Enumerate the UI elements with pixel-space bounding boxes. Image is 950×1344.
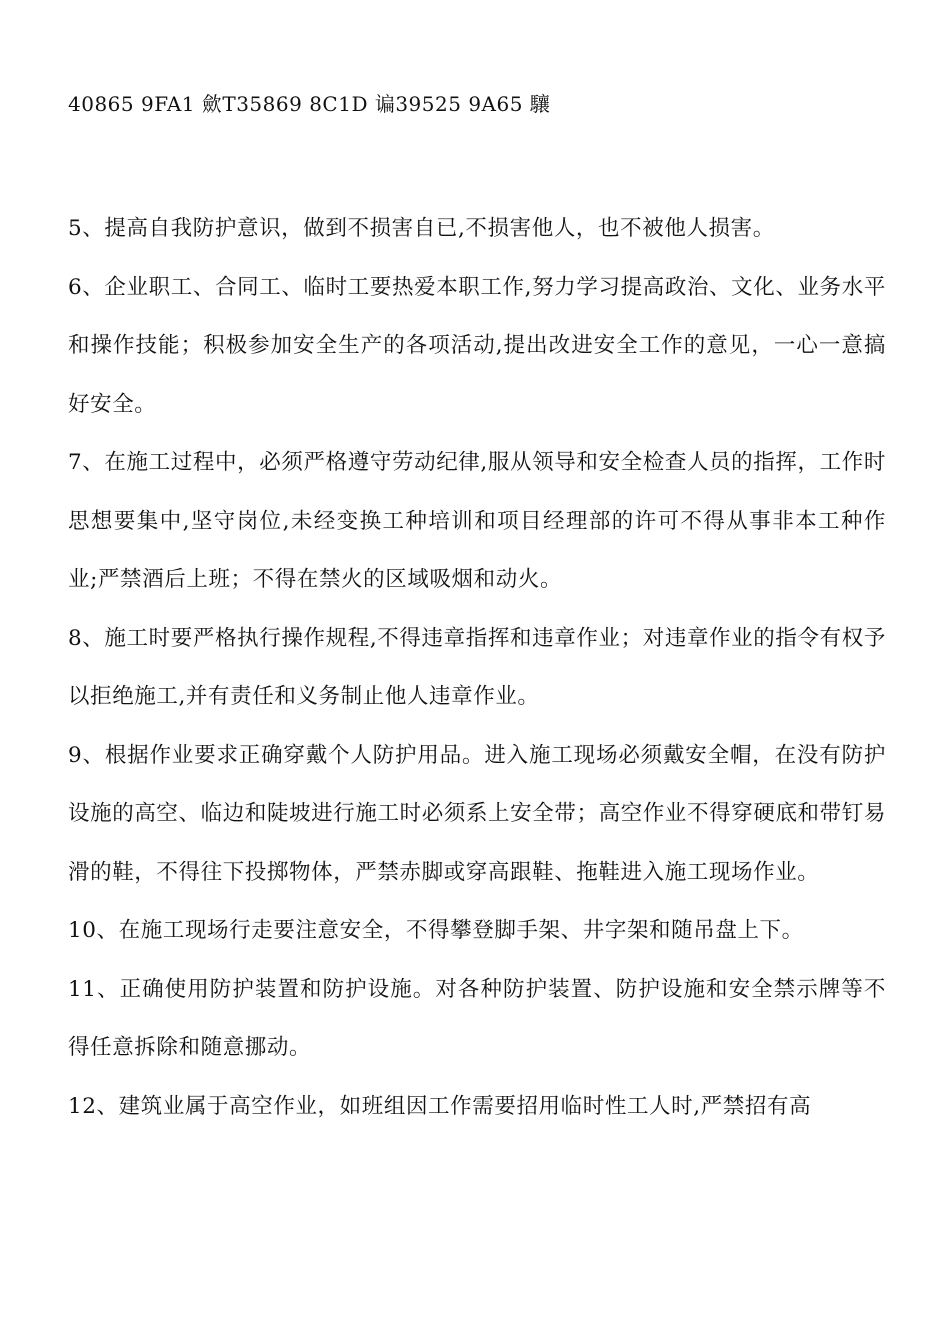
rule-paragraph-12: 12、建筑业属于高空作业，如班组因工作需要招用临时性工人时,严禁招有高 — [68, 1093, 812, 1119]
rule-paragraph-6: 6、企业职工、合同工、临时工要热爱本职工作,努力学习提高政治、文化、业务水平和操作技能；积极参加安全生产的各项活动,提出改进安全工作的意见，一心一意搞好安全。 — [68, 274, 886, 417]
rule-paragraph-10: 10、在施工现场行走要注意安全，不得攀登脚手架、井字架和随吊盘上下。 — [68, 918, 804, 943]
rule-paragraph-7: 7、在施工过程中，必须严格遵守劳动纪律,服从领导和安全检查人员的指挥，工作时思想要集中,坚守岗位,未经变换工种培训和项目经理部的许可不得从事非本工种作业;严禁酒后上班；不得在禁火的区域吸烟和动火。 — [68, 450, 886, 592]
rule-paragraph-11: 11、正确使用防护装置和防护设施。对各种防护装置、防护设施和安全禁示牌等不得任意拆除和随意挪动。 — [68, 976, 886, 1060]
header-code-line: 40865 9FA1 歛T35869 8C1D 谝39525 9A65 驤 — [68, 92, 551, 116]
rule-paragraph-5: 5、提高自我防护意识，做到不损害自已,不损害他人，也不被他人损害。 — [68, 216, 775, 241]
rules-list — [68, 200, 886, 1136]
rule-paragraph-8: 8、施工时要严格执行操作规程,不得违章指挥和违章作业；对违章作业的指令有权予以拒绝施工,并有责任和义务制止他人违章作业。 — [68, 625, 886, 709]
rule-paragraph-9: 9、根据作业要求正确穿戴个人防护用品。进入施工现场必须戴安全帽，在没有防护设施的高空、临边和陡坡进行施工时必须系上安全带；高空作业不得穿硬底和带钉易滑的鞋，不得往下投掷物体，严禁赤脚或穿高跟鞋、拖鞋进入施工现场作业。 — [68, 742, 886, 885]
